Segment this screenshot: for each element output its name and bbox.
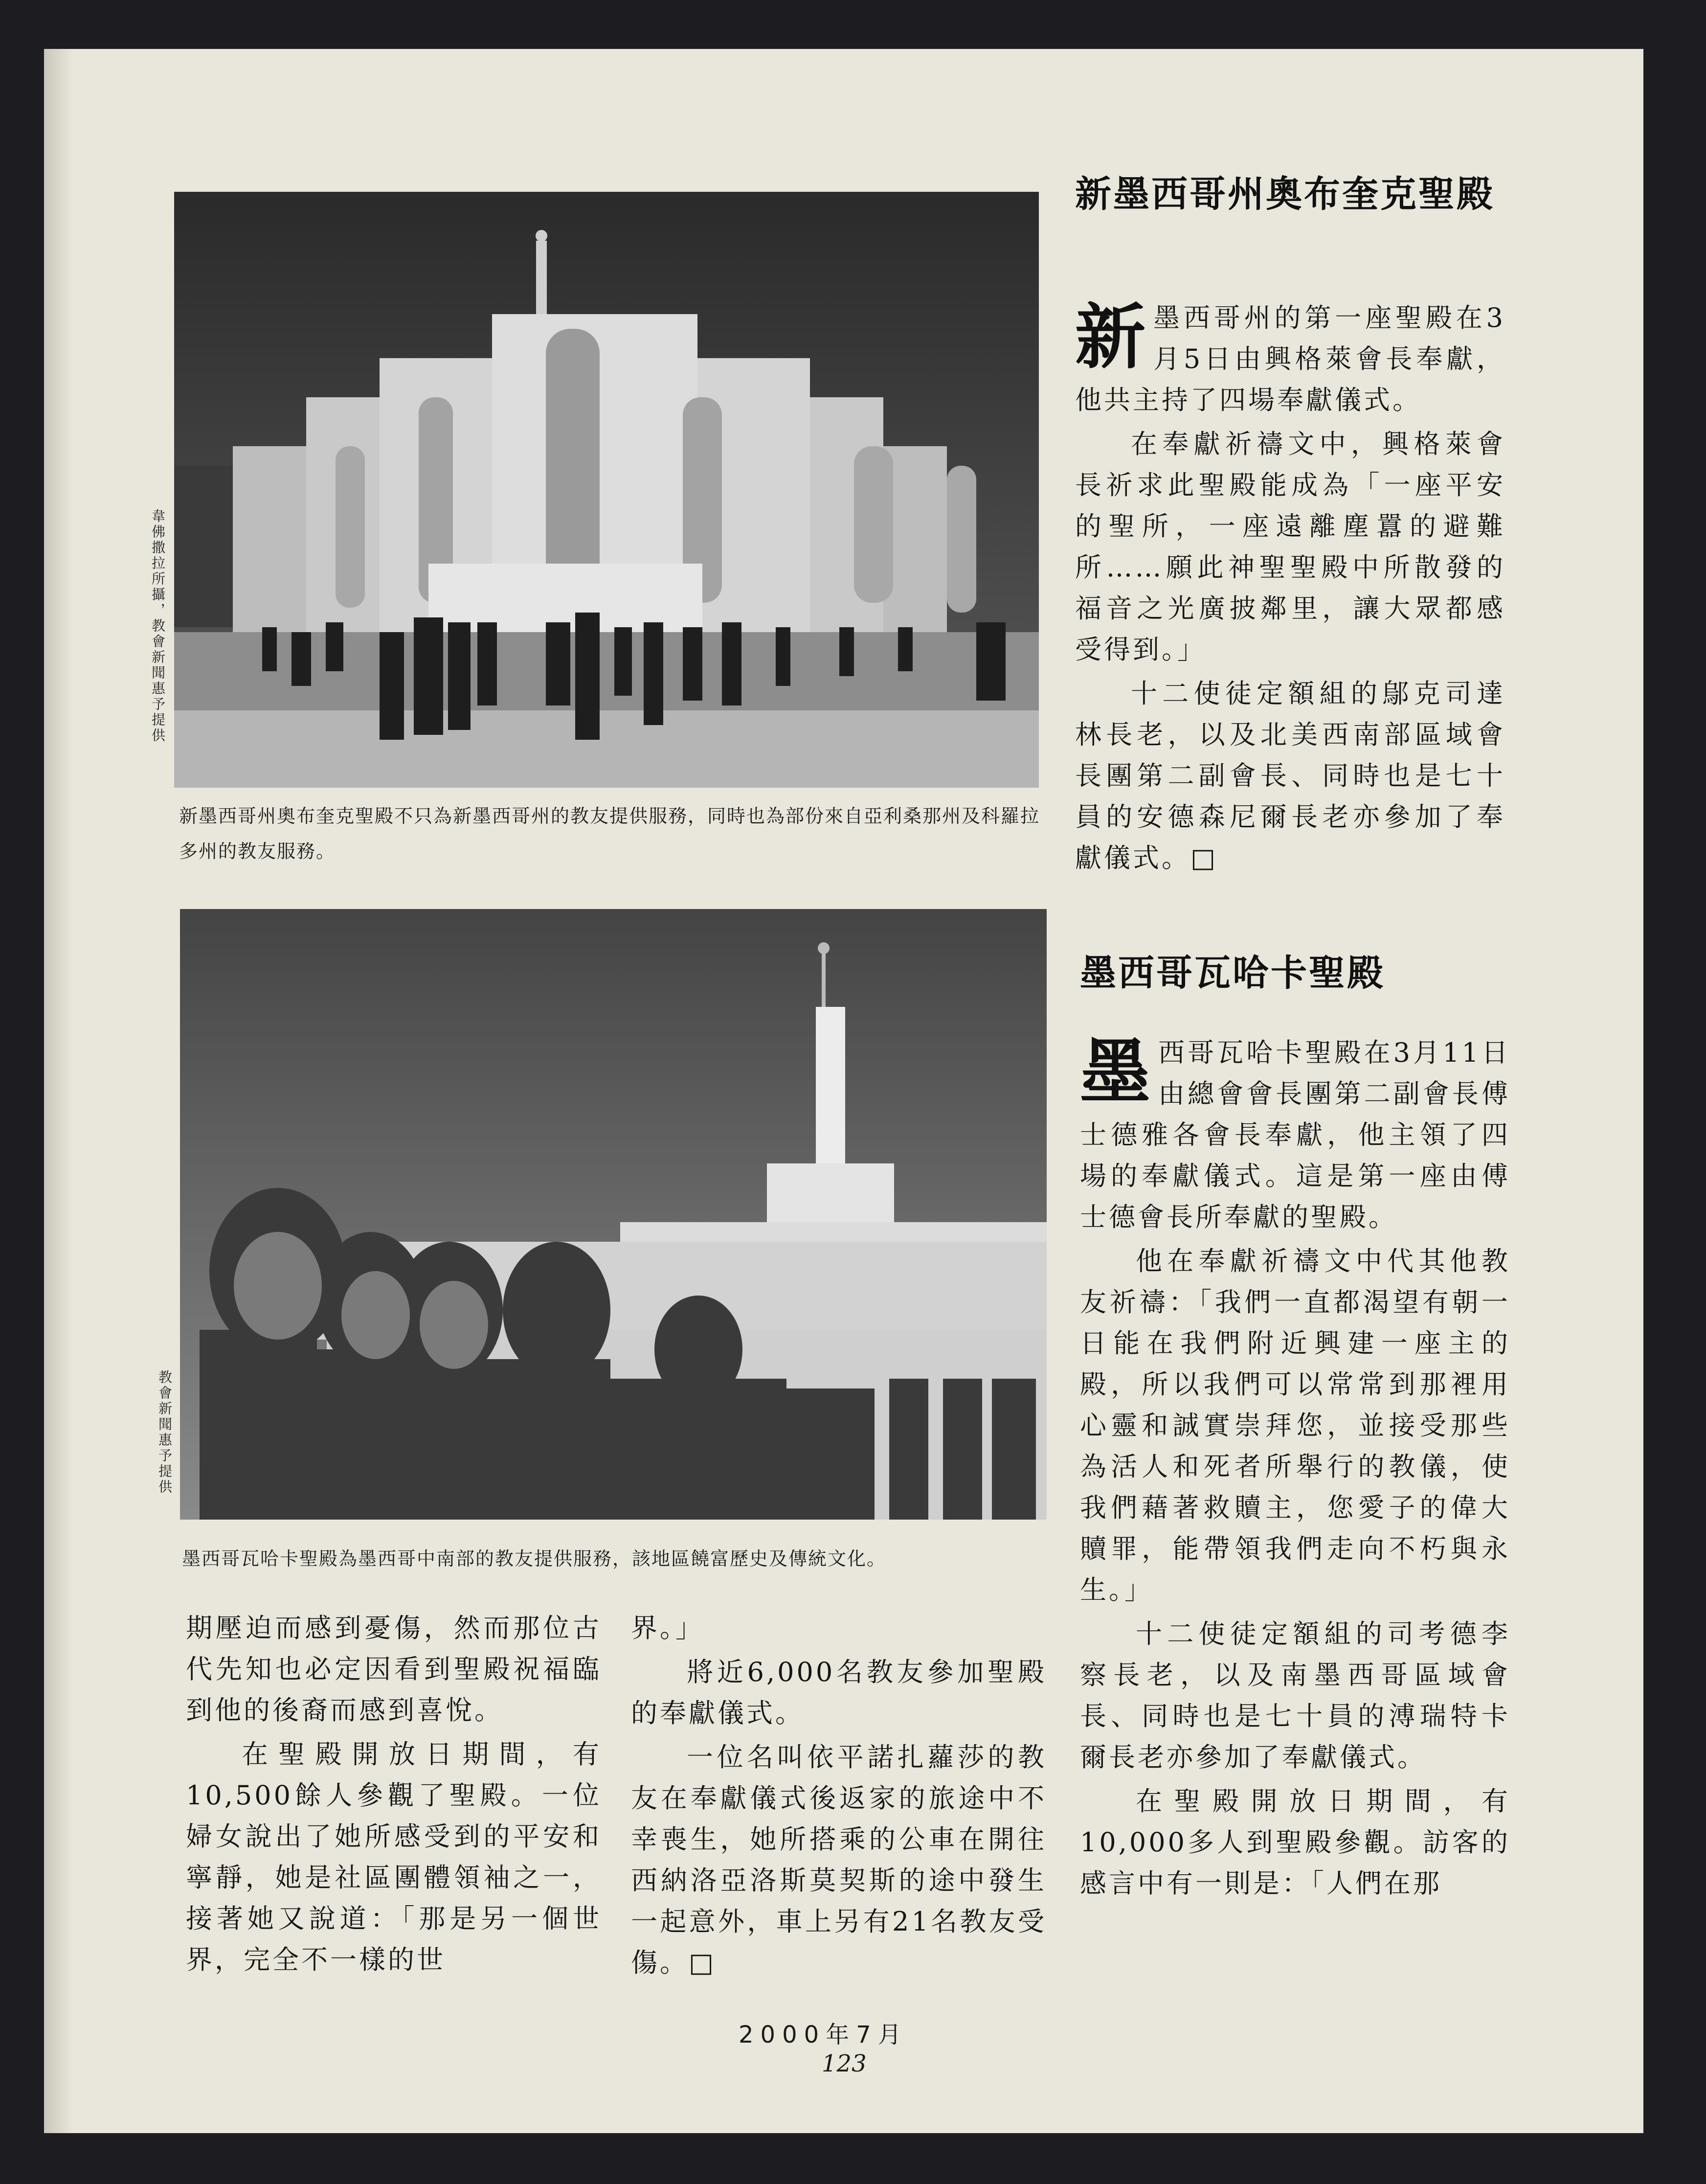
- paragraph: 期壓迫而感到憂傷，然而那位古代先知也必定因看到聖殿祝福臨到他的後裔而感到喜悅。: [186, 1613, 602, 1726]
- magazine-page: [44, 49, 1643, 2133]
- photo-albuquerque-temple: [174, 192, 1039, 788]
- drop-cap: 墨: [1080, 1031, 1151, 1113]
- page-number: 123: [822, 2050, 867, 2077]
- drop-cap: 新: [1075, 296, 1146, 378]
- page-gutter: [44, 49, 73, 2133]
- caption-top: 新墨西哥州奧布奎克聖殿不只為新墨西哥州的教友提供服務，同時也為部份來自亞利桑那州及科羅拉多州的教友服務。: [179, 805, 1040, 862]
- article-column-2: [631, 1608, 1047, 1986]
- paragraph: 界。」: [631, 1613, 704, 1643]
- photo-oaxaca-temple: [180, 909, 1047, 1520]
- paragraph: 墨西哥州的第一座聖殿在3月5日由興格萊會長奉獻，他共主持了四場奉獻儀式。: [1075, 302, 1505, 415]
- heading-albuquerque-temple: 新墨西哥州奧布奎克聖殿: [1075, 173, 1495, 215]
- paragraph: 將近6,000名教友參加聖殿的奉獻儀式。: [631, 1657, 1047, 1729]
- paragraph: 他在奉獻祈禱文中代其他教友祈禱：「我們一直都渴望有朝一日能在我們附近興建一座主的殿，所以我們可以常常到那裡用心靈和誠實崇拜您，並接受那些為活人和死者所舉行的教儀，使我們藉著救贖主，您愛子的偉大贖罪，能帶領我們走向不朽與永生。」: [1080, 1246, 1510, 1605]
- paragraph: 在奉獻祈禱文中，興格萊會長祈求此聖殿能成為「一座平安的聖所，一座遠離塵囂的避難所……願此神聖聖殿中所散發的福音之光廣披鄰里，讓大眾都感受得到。」: [1075, 429, 1505, 665]
- photo-credit-top: 韋佛撒拉所攝，教會新聞惠予提供: [150, 509, 166, 744]
- paragraph: 在聖殿開放日期間，有10,000多人到聖殿參觀。訪客的感言中有一則是：「人們在那: [1080, 1786, 1510, 1899]
- footer-date: 2000年7月: [739, 2021, 908, 2048]
- paragraph: 一位名叫依平諾扎蘿莎的教友在奉獻儀式後返家的旅途中不幸喪生，她所搭乘的公車在開往西納洛亞洛斯莫契斯的途中發生一起意外，車上另有21名教友受傷。□: [631, 1742, 1047, 1978]
- photo-credit-bottom: 教會新聞惠予提供: [157, 1370, 173, 1495]
- temple-illustration: [174, 192, 1039, 788]
- paragraph: 在聖殿開放日期間，有10,500餘人參觀了聖殿。一位婦女說出了她所感受到的平安和寧靜，她是社區團體領袖之一，接著她又說道：「那是另一個世界，完全不一樣的世: [186, 1739, 602, 1975]
- article-albuquerque: [1075, 297, 1505, 882]
- article-column-1: [186, 1608, 602, 1983]
- paragraph: 十二使徒定額組的鄔克司達林長老，以及北美西南部區域會長團第二副會長、同時也是七十員的安德森尼爾長老亦參加了奉獻儀式。□: [1075, 678, 1505, 873]
- caption-bottom: 墨西哥瓦哈卡聖殿為墨西哥中南部的教友提供服務，該地區饒富歷史及傳統文化。: [182, 1548, 887, 1570]
- article-oaxaca: [1080, 1032, 1510, 1907]
- heading-oaxaca-temple: 墨西哥瓦哈卡聖殿: [1080, 952, 1385, 994]
- paragraph: 十二使徒定額組的司考德李察長老，以及南墨西哥區域會長、同時也是七十員的溥瑞特卡爾長老亦參加了奉獻儀式。: [1080, 1618, 1510, 1773]
- temple-crowd-illustration: [180, 909, 1047, 1520]
- paragraph: 西哥瓦哈卡聖殿在3月11日由總會會長團第二副會長傅士德雅各會長奉獻，他主領了四場的奉獻儀式。這是第一座由傅士德會長所奉獻的聖殿。: [1080, 1037, 1510, 1232]
